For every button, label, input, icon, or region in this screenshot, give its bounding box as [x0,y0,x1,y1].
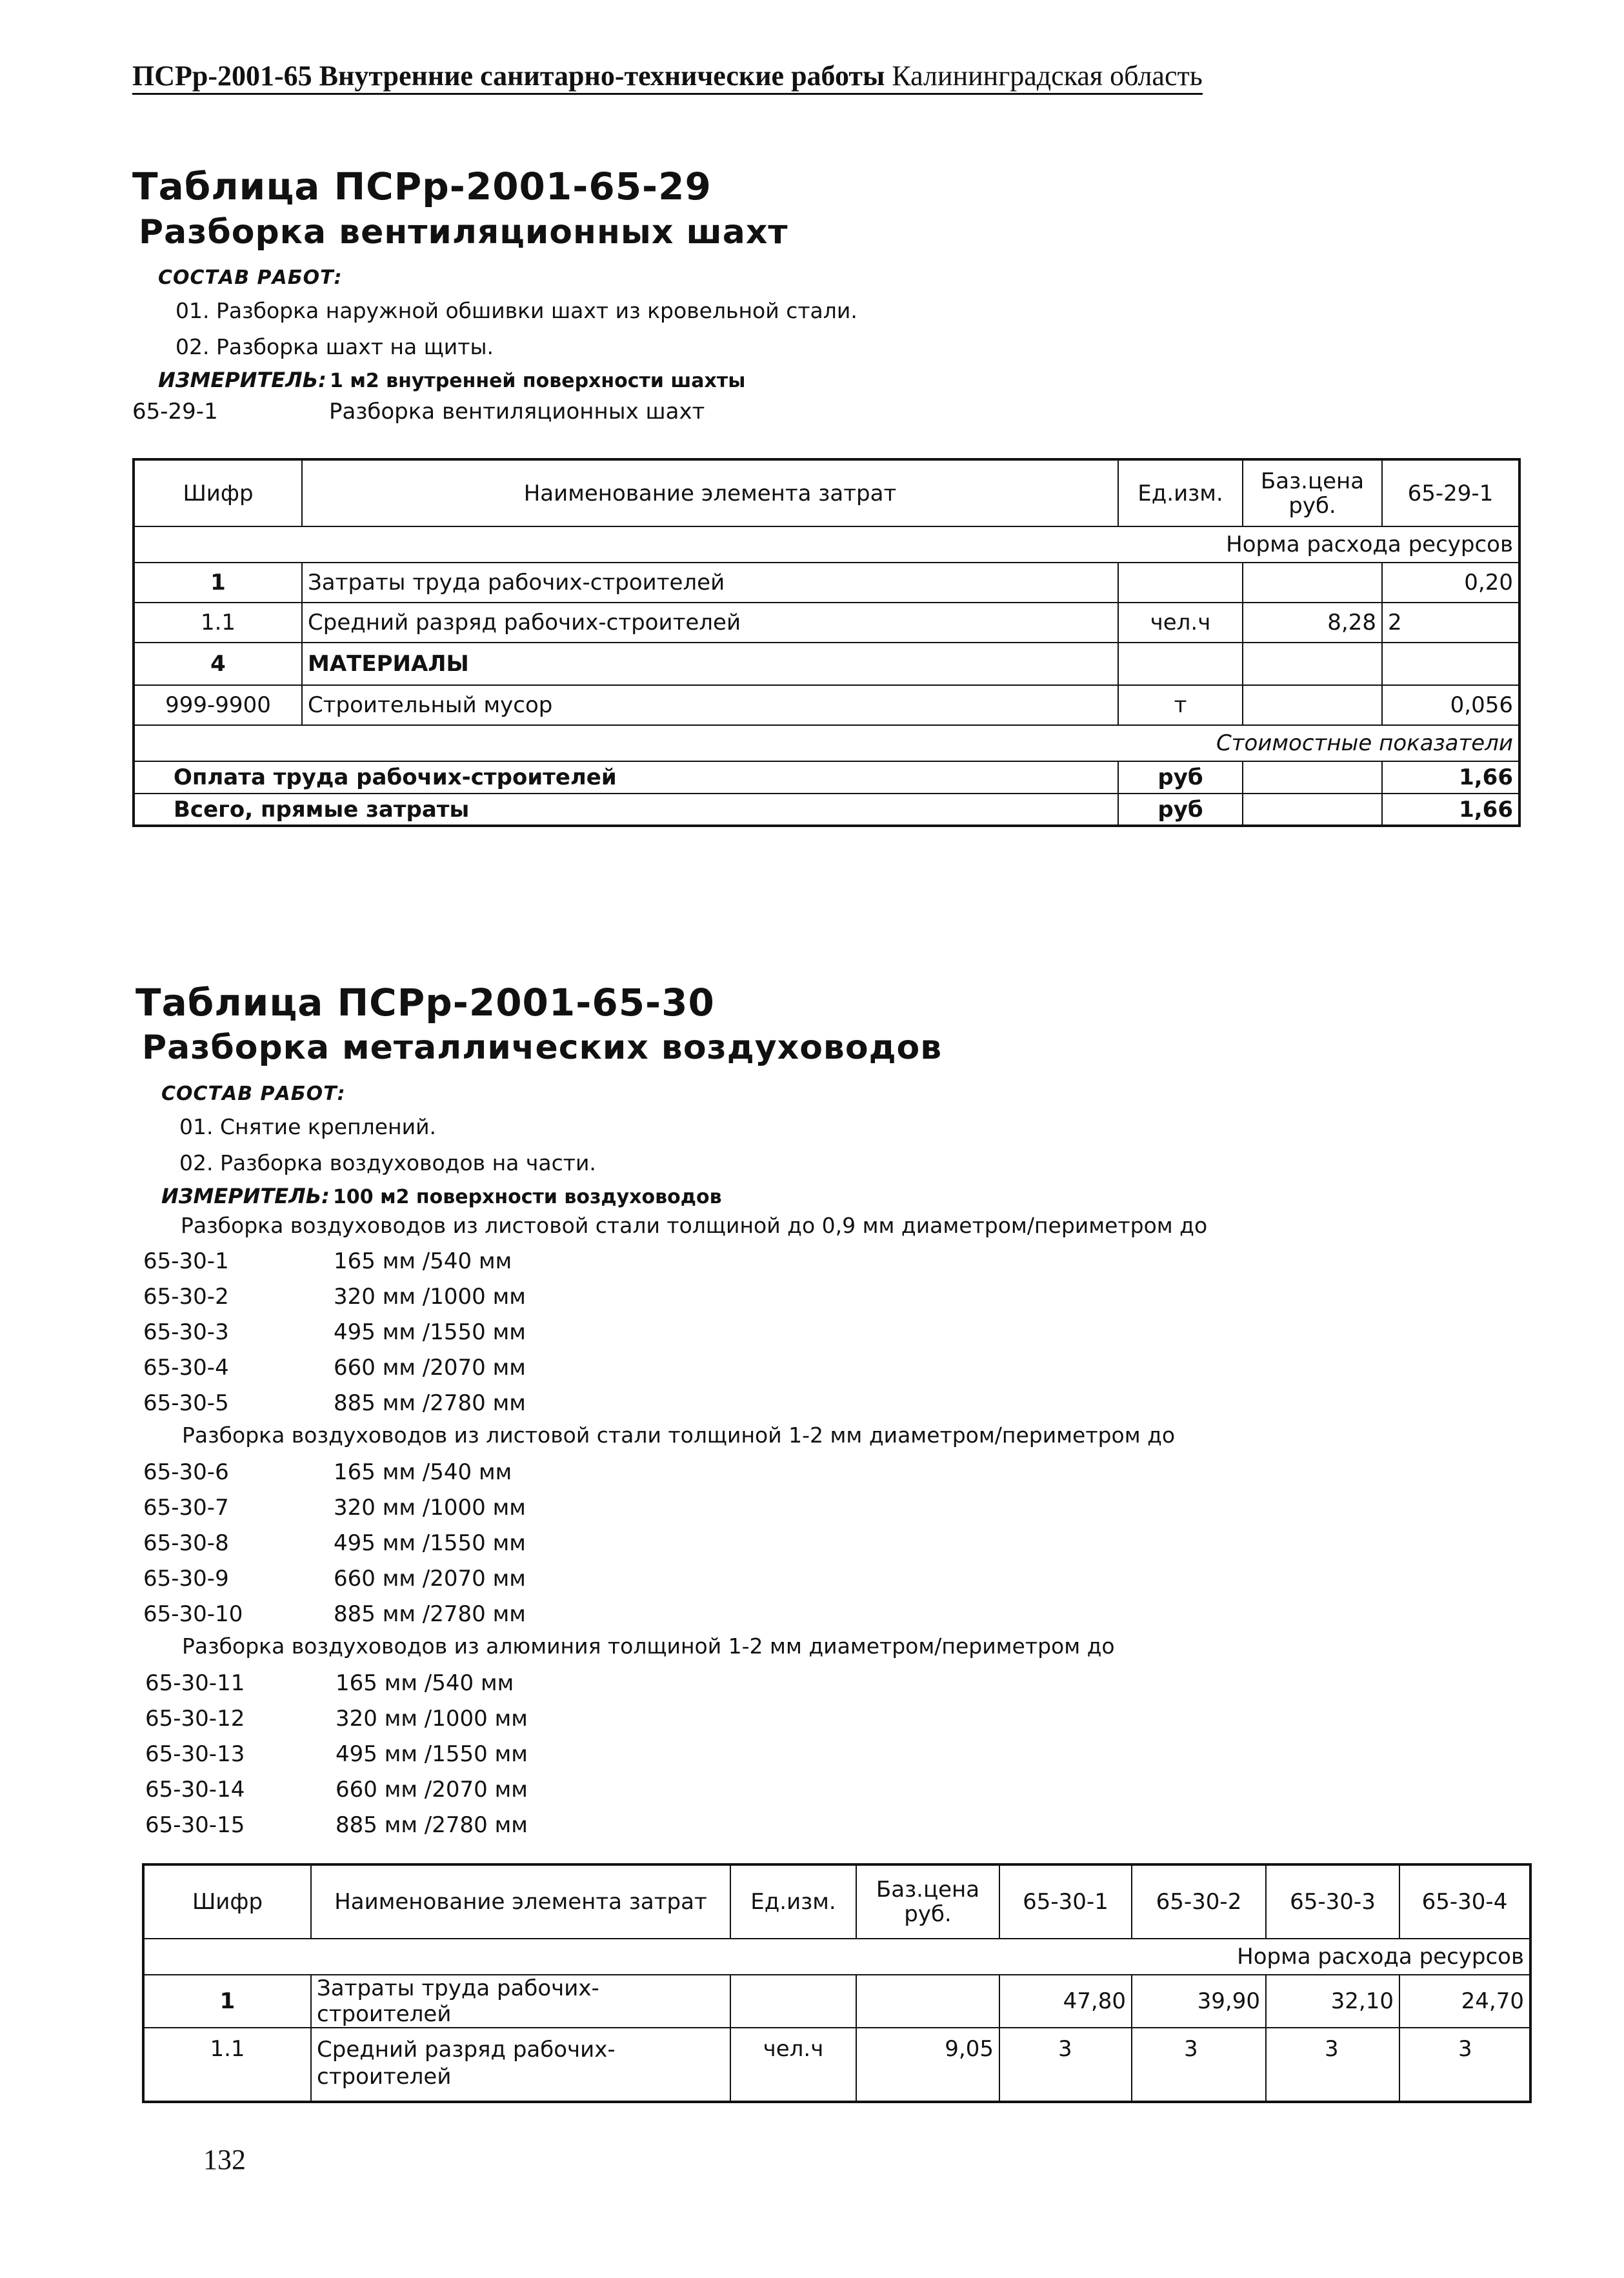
code-desc: Разборка вентиляционных шахт [329,399,705,425]
table-row [143,2028,1530,2102]
norm-label: Норма расхода ресурсов [134,526,1519,563]
code: 65-29-1 [132,399,218,425]
head-price: Баз.цена руб. [1243,459,1382,526]
row-name: Затраты труда рабочих-строителей [311,1975,730,2028]
code: 65-30-14 [145,1777,245,1803]
code: 65-30-1 [143,1248,229,1274]
head-col2: 65-30-2 [1132,1864,1266,1939]
head-col3: 65-30-3 [1266,1864,1399,1939]
table29-title: Таблица ПСРр-2001-65-29 [132,165,712,208]
row-value: 0,20 [1382,563,1519,603]
code-desc: 495 мм /1550 мм [334,1319,526,1345]
group-heading: Разборка воздуховодов из алюминия толщиной 1-2 мм диаметром/периметром до [182,1634,1115,1659]
row-code: 999-9900 [134,685,302,725]
row-value: 32,10 [1266,1975,1399,2028]
row-price [1243,563,1382,603]
row-unit [1118,643,1243,685]
table29-work-label: СОСТАВ РАБОТ: [158,266,343,289]
head-col1: 65-29-1 [1382,459,1519,526]
head-code: Шифр [134,459,302,526]
head-unit: Ед.изм. [730,1864,856,1939]
total-price [1243,761,1382,794]
row-value: 3 [1266,2028,1399,2102]
row-name: МАТЕРИАЛЫ [302,643,1118,685]
code: 65-30-6 [143,1459,229,1485]
table-row [134,643,1519,685]
page-header [132,59,1203,95]
code-desc: 165 мм /540 мм [334,1459,512,1485]
row-price [1243,685,1382,725]
code-desc: 660 мм /2070 мм [334,1566,526,1592]
table-row [134,685,1519,725]
row-value: 3 [1132,2028,1266,2102]
code: 65-30-12 [145,1706,245,1732]
code: 65-30-11 [145,1670,245,1696]
measure-value: 100 м2 поверхности воздуховодов [333,1186,722,1208]
row-value: 47,80 [999,1975,1132,2028]
table-row [143,1975,1530,2028]
code: 65-30-9 [143,1566,229,1592]
row-value [1382,643,1519,685]
head-name: Наименование элемента затрат [311,1864,730,1939]
code: 65-30-13 [145,1741,245,1767]
row-unit: т [1118,685,1243,725]
head-col4: 65-30-4 [1399,1864,1530,1939]
cost-label: Стоимостные показатели [134,725,1519,761]
table29-norm-row [134,526,1519,563]
table29-grid [132,458,1521,827]
head-col1: 65-30-1 [999,1864,1132,1939]
total-price [1243,794,1382,826]
row-price: 9,05 [856,2028,999,2102]
table29-cost-row [134,725,1519,761]
table29-measure [158,368,745,392]
code-desc: 660 мм /2070 мм [336,1777,528,1803]
table-row [134,794,1519,826]
row-code: 1.1 [143,2028,311,2102]
norm-label: Норма расхода ресурсов [143,1939,1530,1975]
code: 65-30-10 [143,1601,243,1627]
code-desc: 885 мм /2780 мм [334,1390,526,1416]
table30-subtitle: Разборка металлических воздуховодов [142,1028,943,1067]
row-unit: чел.ч [730,2028,856,2102]
code-desc: 885 мм /2780 мм [334,1601,526,1627]
code: 65-30-4 [143,1355,229,1381]
row-unit [730,1975,856,2028]
row-unit: чел.ч [1118,603,1243,643]
code: 65-30-2 [143,1284,229,1310]
table29-header-row [134,459,1519,526]
table30-work-label: СОСТАВ РАБОТ: [161,1083,346,1105]
total-unit: руб [1118,761,1243,794]
code-desc: 320 мм /1000 мм [334,1284,526,1310]
table30-work-1: 01. Снятие креплений. [179,1114,437,1139]
code: 65-30-8 [143,1530,229,1556]
table29-work-2: 02. Разборка шахт на щиты. [175,334,494,359]
header-title: ПСРр-2001-65 Внутренние санитарно-технические работы [132,60,885,92]
code-desc: 165 мм /540 мм [334,1248,512,1274]
row-name: Строительный мусор [302,685,1118,725]
measure-label: ИЗМЕРИТЕЛЬ: [158,368,326,392]
code: 65-30-7 [143,1495,229,1521]
table-row [134,563,1519,603]
code-desc: 320 мм /1000 мм [334,1495,526,1521]
table-row [134,761,1519,794]
group-heading: Разборка воздуховодов из листовой стали толщиной до 0,9 мм диаметром/периметром до [181,1213,1208,1238]
row-code: 1.1 [134,603,302,643]
row-value: 39,90 [1132,1975,1266,2028]
table29-work-1: 01. Разборка наружной обшивки шахт из кровельной стали. [175,298,857,323]
group-heading: Разборка воздуховодов из листовой стали толщиной 1-2 мм диаметром/периметром до [182,1423,1176,1448]
code: 65-30-5 [143,1390,229,1416]
row-price [856,1975,999,2028]
header-region: Калининградская область [892,60,1203,92]
total-name: Всего, прямые затраты [134,794,1118,826]
code: 65-30-15 [145,1812,245,1838]
row-value: 3 [999,2028,1132,2102]
table30-title: Таблица ПСРр-2001-65-30 [135,981,715,1024]
total-value: 1,66 [1382,761,1519,794]
table30-work-2: 02. Разборка воздуховодов на части. [179,1150,596,1175]
code-desc: 885 мм /2780 мм [336,1812,528,1838]
row-name: Средний разряд рабочих-строителей [302,603,1118,643]
row-price: 8,28 [1243,603,1382,643]
page-number: 132 [203,2144,246,2175]
table30-grid [142,1863,1532,2103]
row-value: 0,056 [1382,685,1519,725]
table30-header-row [143,1864,1530,1939]
table30-measure [161,1184,722,1208]
row-unit [1118,563,1243,603]
head-unit: Ед.изм. [1118,459,1243,526]
code-desc: 495 мм /1550 мм [334,1530,526,1556]
code-desc: 660 мм /2070 мм [334,1355,526,1381]
row-value: 3 [1399,2028,1530,2102]
row-code: 1 [143,1975,311,2028]
total-unit: руб [1118,794,1243,826]
head-code: Шифр [143,1864,311,1939]
head-price: Баз.цена руб. [856,1864,999,1939]
table-row [134,603,1519,643]
row-price [1243,643,1382,685]
row-name: Средний разряд рабочих-строителей [311,2028,730,2102]
row-value: 24,70 [1399,1975,1530,2028]
row-name: Затраты труда рабочих-строителей [302,563,1118,603]
measure-value: 1 м2 внутренней поверхности шахты [330,370,746,392]
row-code: 4 [134,643,302,685]
total-name: Оплата труда рабочих-строителей [134,761,1118,794]
code-desc: 495 мм /1550 мм [336,1741,528,1767]
row-value: 2 [1382,603,1519,643]
code: 65-30-3 [143,1319,229,1345]
total-value: 1,66 [1382,794,1519,826]
table30-norm-row [143,1939,1530,1975]
measure-label: ИЗМЕРИТЕЛЬ: [161,1184,330,1208]
code-desc: 320 мм /1000 мм [336,1706,528,1732]
head-name: Наименование элемента затрат [302,459,1118,526]
code-desc: 165 мм /540 мм [336,1670,514,1696]
row-code: 1 [134,563,302,603]
table29-subtitle: Разборка вентиляционных шахт [139,213,788,252]
